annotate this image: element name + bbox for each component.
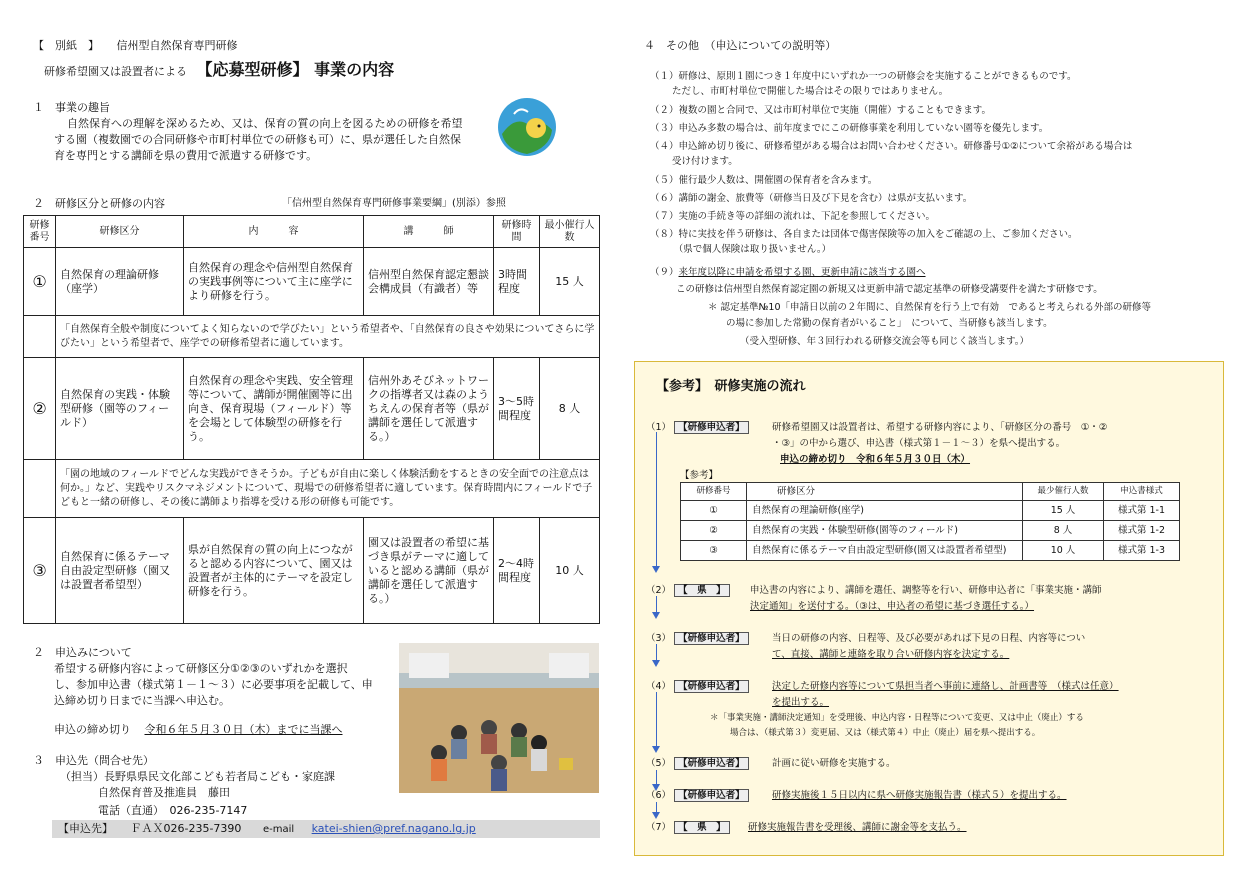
table-header-row	[24, 216, 600, 248]
flow-arrow	[656, 802, 657, 812]
ref-cell: 自然保育に係るテーマ自由設定型研修(園又は設置者希望型)	[747, 541, 1023, 561]
training-photo	[399, 643, 599, 793]
contact-line: 自然保育普及推進員 藤田	[98, 786, 230, 799]
table-row	[24, 248, 600, 316]
step-actor: 【研修申込者】	[674, 632, 749, 645]
other-item: （５）催行最少人数は、開催園の保育者を含みます。	[650, 175, 878, 186]
step-text: 研修実施後１５日以内に県へ研修実施報告書（様式５）を提出する。	[772, 790, 1067, 801]
ref-header-cell: 研修区分	[747, 483, 1023, 501]
doc-tag	[33, 38, 238, 53]
contact-heading: ３ 申込先（問合せ先）	[33, 754, 154, 767]
step-text: 当日の研修の内容、日程等、及び必要があれば下見の日程、内容等につい	[772, 633, 1086, 644]
contact-line: （担当）長野県県民文化部こども若者局こども・家庭課	[60, 770, 335, 783]
row-number: ①	[24, 248, 56, 316]
section-1-line: 育を専門とする講師を県の費用で派遣する研修です。	[54, 149, 318, 162]
section-2-ref: 「信州型自然保育専門研修事業要綱」(別添）参照	[282, 198, 506, 209]
item-9-note: ＊ 認定基準№10「申請日以前の２年間に、自然保育を行う上で有効 であると考えられる外部の研修等	[708, 302, 1151, 313]
deadline-value: 令和６年５月３０日（木）までに当課へ	[144, 723, 343, 736]
ref-cell: ③	[681, 541, 747, 561]
row-content: 県が自然保育の質の向上につながると認める内容について、園又は設置者が主体的にテーマを設定し研修を行う。	[184, 518, 364, 624]
contact-phone: 電話（直通） 026-235-7147	[98, 804, 248, 817]
step-number: （2）	[646, 585, 672, 596]
ref-table-header	[681, 483, 1180, 501]
step-text: 計画に従い研修を実施する。	[772, 758, 896, 769]
apply-line: 込締め切り日までに当課へ申込む。	[54, 694, 230, 707]
item-9-body: この研修は信州型自然保育認定園の新規又は更新申請で認定基準の研修受講要件を満たす研修です。	[676, 284, 1103, 295]
row-time: 2～4時間程度	[494, 518, 540, 624]
table-row	[24, 358, 600, 460]
training-table	[23, 215, 600, 624]
step-actor: 【研修申込者】	[674, 680, 749, 693]
flow-arrow	[656, 596, 657, 612]
flow-arrow	[656, 644, 657, 660]
step-note: 場合は、（様式第３）変更届、又は（様式第４）中止（廃止）届を県へ提出する。	[730, 728, 1041, 738]
flow-step-1	[646, 421, 749, 434]
item-9-title: 来年度以降に申請を希望する園、更新申請に該当する園へ	[678, 267, 926, 278]
row-content: 自然保育の理念や信州型自然保育の実践事例等について主に座学により研修を行う。	[184, 248, 364, 316]
email-link[interactable]: katei-shien@pref.nagano.lg.jp	[311, 822, 476, 835]
other-item: 受け付けます。	[650, 156, 738, 167]
fax-bar	[52, 820, 600, 838]
row-time: 3時間程度	[494, 248, 540, 316]
tag-title: 信州型自然保育専門研修	[116, 39, 238, 52]
row-number: ②	[24, 358, 56, 460]
arrow-down-icon	[652, 566, 660, 573]
ref-cell: 自然保育の実践・体験型研修(園等のフィールド)	[747, 521, 1023, 541]
other-item: ただし、市町村単位で開催した場合はその限りではありません。	[650, 86, 949, 97]
flow-step-4	[646, 680, 749, 693]
row-lecturer: 園又は設置者の希望に基づき県がテーマに適していると認める講師（県が講師を選任して派遣する。）	[364, 518, 494, 624]
row-content: 自然保育の理念や実践、安全管理等について、講師が開催園等に出向き、保育現場（フィールド）等を会場として体験型の研修を行う。	[184, 358, 364, 460]
header-cell: 内 容	[184, 216, 364, 248]
header-cell: 研修区分	[56, 216, 184, 248]
step-text: ・③」の中から選び、申込書（様式第１－１～３）を県へ提出する。	[772, 438, 1066, 449]
row-note: 「自然保育全般や制度についてよく知らないので学びたい」という希望者や、「自然保育の良さや効果についてさらに学びたい」という希望者で、座学での研修希望者に適しています。	[56, 316, 600, 358]
row-number: ③	[24, 518, 56, 624]
other-item: （７）実施の手続き等の詳細の流れは、下記を参照してください。	[650, 211, 936, 222]
table-note-row	[24, 460, 600, 518]
row-category: 自然保育の実践・体験型研修（園等のフィールド）	[56, 358, 184, 460]
step-text: 研修実施報告書を受理後、講師に謝金等を支払う。	[748, 822, 967, 833]
step-number: （7）	[646, 822, 672, 833]
row-min: 10 人	[540, 518, 600, 624]
step-actor: 【 県 】	[674, 821, 730, 834]
ref-cell: 8 人	[1023, 521, 1104, 541]
item-9-number: （９）	[650, 267, 679, 278]
flow-arrow	[656, 770, 657, 784]
flow-step-7	[646, 821, 730, 834]
page-subtitle: 研修希望園又は設置者による	[44, 65, 187, 78]
ref-header-cell: 研修番号	[681, 483, 747, 501]
item-9	[650, 266, 926, 279]
deadline	[54, 722, 343, 737]
fax-number: ＦＡＸ026-235-7390	[130, 822, 242, 835]
step-number: （4）	[646, 681, 672, 692]
step-text: 決定通知」を送付する。（③は、申込者の希望に基づき選任する。）	[750, 601, 1035, 612]
arrow-down-icon	[652, 812, 660, 819]
step-number: （1）	[646, 422, 672, 433]
table-note-row	[24, 316, 600, 358]
flow-step-2	[646, 584, 730, 597]
page-title-main: 【応募型研修】 事業の内容	[196, 60, 395, 79]
ref-cell: ①	[681, 501, 747, 521]
email-label: e-mail	[262, 824, 295, 835]
ref-cell: 自然保育の理論研修(座学)	[747, 501, 1023, 521]
apply-line: 希望する研修内容によって研修区分①②③のいずれかを選択	[54, 662, 348, 675]
reference-title: 【参考】 研修実施の流れ	[656, 379, 806, 394]
apply-heading: ２ 申込みについて	[33, 646, 132, 659]
section-1-heading: １ 事業の趣旨	[33, 101, 110, 114]
row-min: 8 人	[540, 358, 600, 460]
deadline-label: 申込の締め切り	[54, 723, 131, 736]
mascot-logo-icon	[496, 96, 558, 158]
arrow-down-icon	[652, 746, 660, 753]
row-category: 自然保育に係るテーマ自由設定型研修（園又は設置者希望型）	[56, 518, 184, 624]
section-1-line: する園（複数園での合同研修や市町村単位での研修も可）に、県が選任した自然保	[54, 133, 461, 146]
step-text: て、直接、講師と連絡を取り合い研修内容を決定する。	[772, 649, 1010, 660]
row-category: 自然保育の理論研修（座学）	[56, 248, 184, 316]
other-item: （４）申込締め切り後に、研修希望がある場合はお問い合わせください。研修番号①②について余裕がある場合は	[650, 141, 1133, 152]
step-note: ＊「事業実施・講師決定通知」を受理後、申込内容・日程等について変更、又は中止（廃止）する	[710, 713, 1084, 723]
row-note: 「園の地域のフィールドでどんな実践ができそうか。子どもが自由に楽しく体験活動をするときの安全面での注意点は何か。」など、実践やリスクマネジメントについて、現場での研修希望者に適しています。保育時間内にフィールドで子どもと一緒の研修し、その後に講師より指導を受ける形の研修も可能です。	[56, 460, 600, 518]
page-title	[44, 62, 394, 79]
other-item: （県で個人保険は取り扱いません。）	[650, 244, 832, 255]
flow-step-6	[646, 789, 749, 802]
step-number: （5）	[646, 758, 672, 769]
apply-line: し、参加申込書（様式第１－１～３）に必要事項を記載して、申	[54, 678, 373, 691]
step-number: （6）	[646, 790, 672, 801]
row-lecturer: 信州外あそびネットワークの指導者又は森のようちえんの保育者等（県が講師を選任して派遣する。）	[364, 358, 494, 460]
ref-table-row	[681, 501, 1180, 521]
step-text: を提出する。	[772, 697, 830, 708]
flow-step-3	[646, 632, 749, 645]
tag-label: 【 別紙 】	[33, 39, 99, 52]
step-actor: 【 県 】	[674, 584, 730, 597]
flow-arrow	[656, 692, 657, 746]
ref-table-row	[681, 521, 1180, 541]
ref-cell: 様式第 1-2	[1104, 521, 1180, 541]
ref-cell: 15 人	[1023, 501, 1104, 521]
step-number: （3）	[646, 633, 672, 644]
other-item: （１）研修は、原則１園につき１年度中にいずれか一つの研修会を実施することができるものです。	[650, 71, 1077, 82]
section-4-heading: ４ その他 （申込についての説明等）	[644, 39, 837, 52]
ref-table-row	[681, 541, 1180, 561]
section-1-line: 自然保育への理解を深めるため、又は、保育の質の向上を図るための研修を希望	[67, 117, 463, 130]
row-time: 3～5時間程度	[494, 358, 540, 460]
row-lecturer: 信州型自然保育認定懇談会構成員（有識者）等	[364, 248, 494, 316]
reference-table	[680, 482, 1180, 561]
row-min: 15 人	[540, 248, 600, 316]
section-2-heading: ２ 研修区分と研修の内容	[33, 197, 165, 210]
other-item: （６）講師の謝金、旅費等（研修当日及び下見を含む）は県が支払います。	[650, 193, 973, 204]
ref-header-cell: 最少催行人数	[1023, 483, 1104, 501]
other-item: （３）申込み多数の場合は、前年度までにこの研修事業を利用していない園等を優先します。	[650, 123, 1049, 134]
header-cell: 最小催行人数	[540, 216, 600, 248]
step-text: 研修希望園又は設置者は、希望する研修内容により、「研修区分の番号 ①・②	[772, 422, 1108, 433]
step-text: 申込書の内容により、講師を選任、調整等を行い、研修申込者に「事業実施・講師	[750, 585, 1102, 596]
ref-cell: 10 人	[1023, 541, 1104, 561]
header-cell: 研修番号	[24, 216, 56, 248]
item-9-note: （受入型研修、年３回行われる研修交流会等も同じく該当します。）	[740, 336, 1029, 347]
other-item: （２）複数の園と合同で、又は市町村単位で実施（開催）することもできます。	[650, 105, 992, 116]
item-9-note: の場に参加した常勤の保育者がいること」 について、当研修も該当します。	[726, 318, 1053, 329]
table-row	[24, 518, 600, 624]
ref-header-cell: 申込書様式	[1104, 483, 1180, 501]
step-actor: 【研修申込者】	[674, 789, 749, 802]
arrow-down-icon	[652, 660, 660, 667]
ref-cell: 様式第 1-3	[1104, 541, 1180, 561]
flow-step-5	[646, 757, 749, 770]
step-actor: 【研修申込者】	[674, 757, 749, 770]
ref-cell: 様式第 1-1	[1104, 501, 1180, 521]
other-item: （８）特に実技を伴う研修は、各自または団体で傷害保険等の加入をご確認の上、ご参加ください。	[650, 229, 1078, 240]
ref-cell: ②	[681, 521, 747, 541]
ref-subheading: 【参考】	[680, 470, 719, 481]
fax-label: 【申込先】	[58, 822, 113, 835]
header-cell: 研修時間	[494, 216, 540, 248]
step-actor: 【研修申込者】	[674, 421, 749, 434]
flow-arrow	[656, 432, 657, 566]
step-deadline: 申込の締め切り 令和６年５月３０日（木）	[780, 454, 971, 465]
header-cell: 講 師	[364, 216, 494, 248]
arrow-down-icon	[652, 612, 660, 619]
step-text: 決定した研修内容等について県担当者へ事前に連絡し、計画書等 （様式は任意）	[772, 681, 1119, 692]
